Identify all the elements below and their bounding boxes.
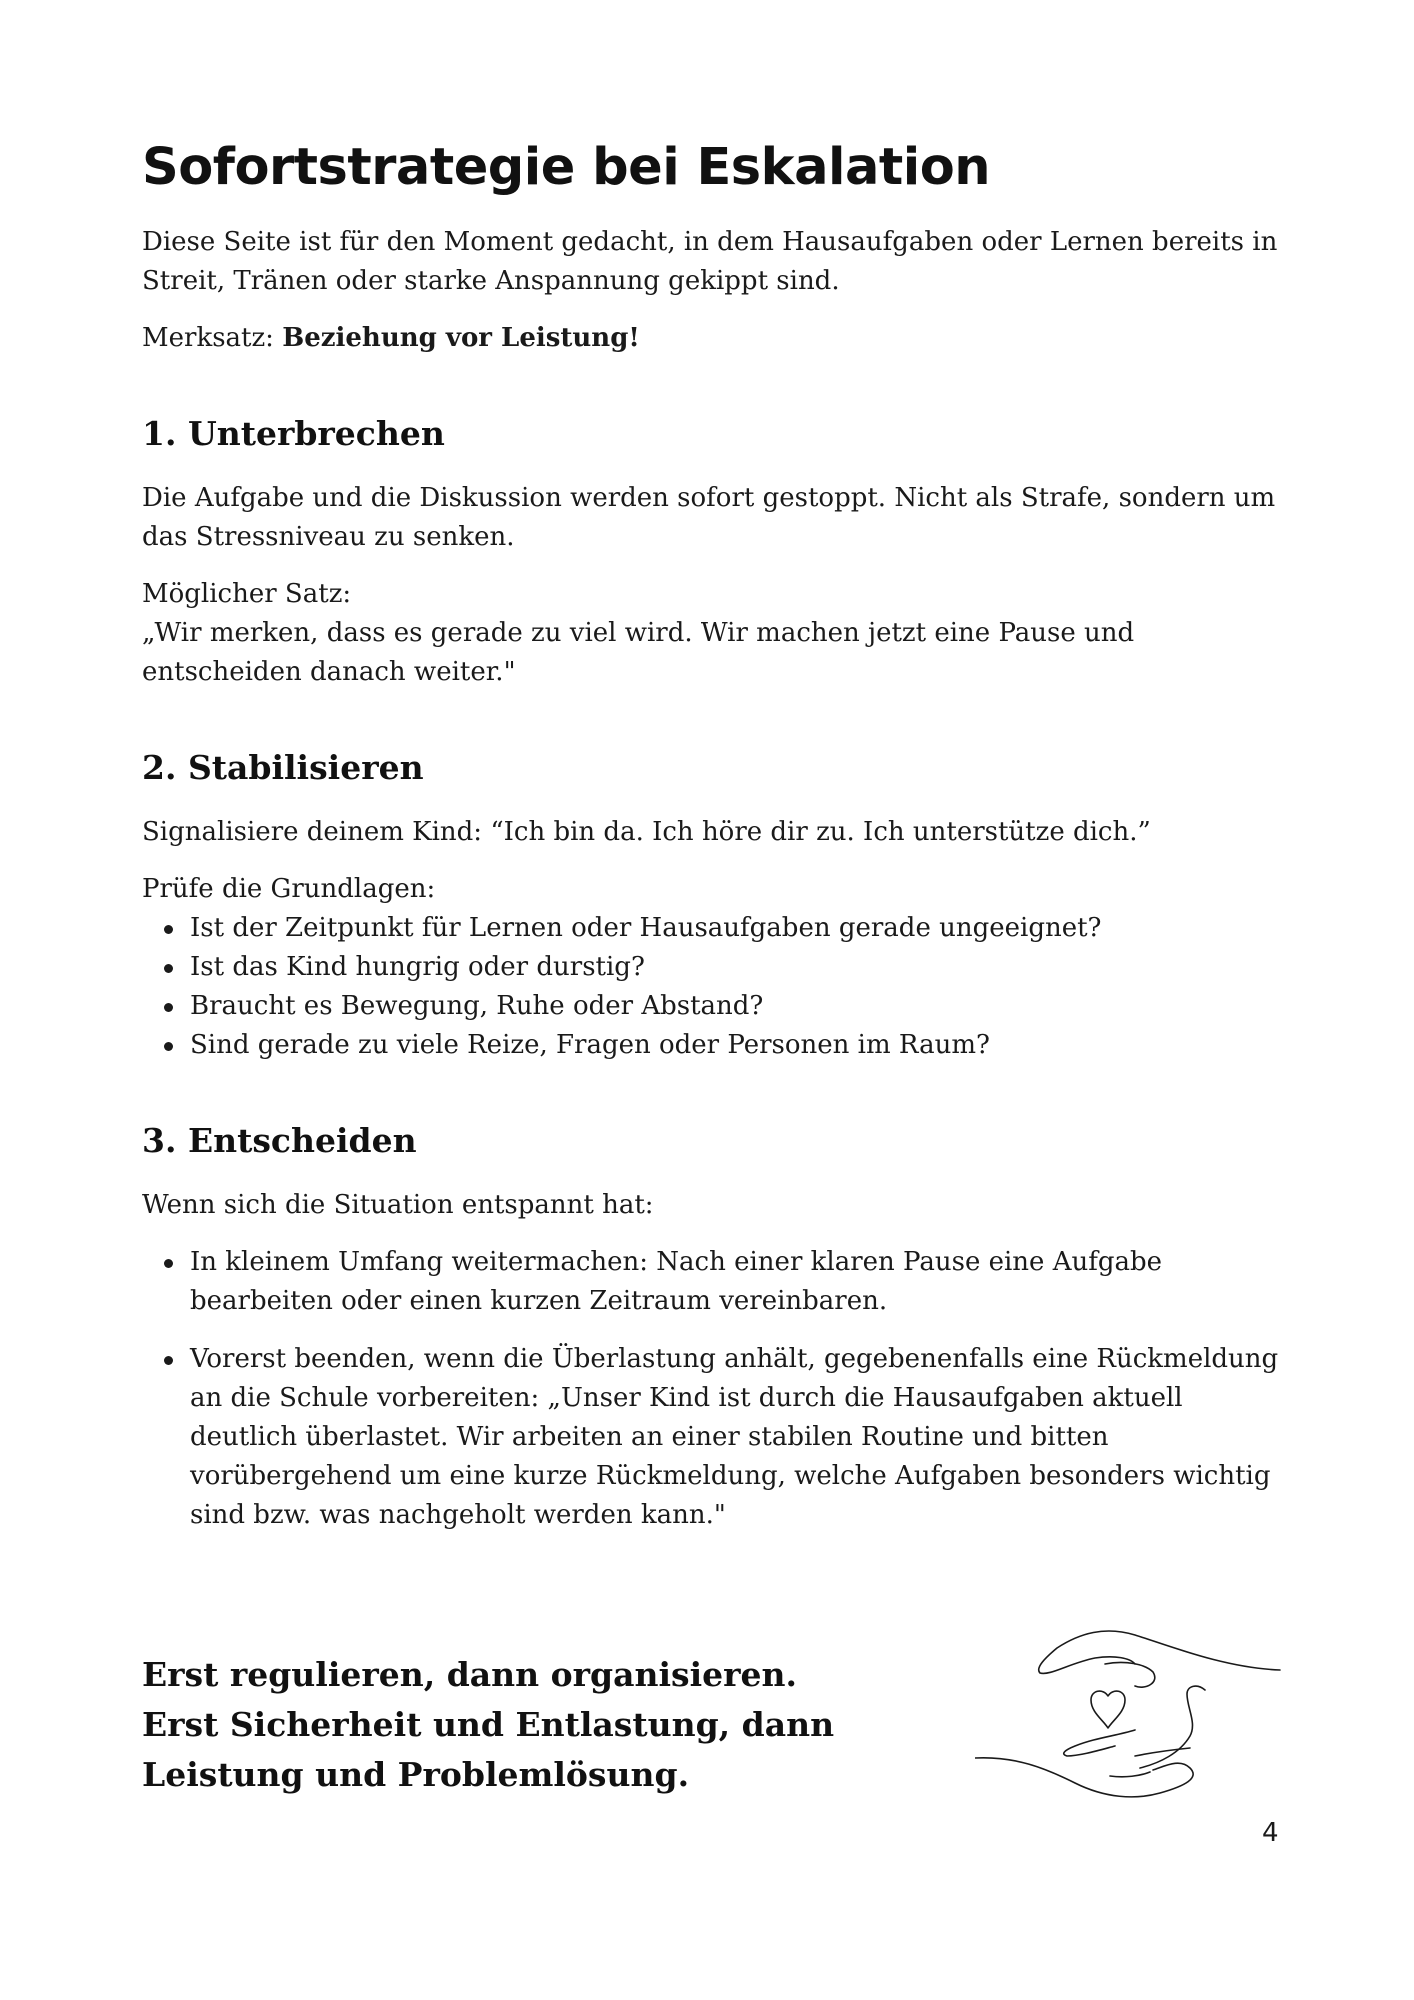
section-heading-unterbrechen: 1. Unterbrechen [142,414,445,453]
section-heading-entscheiden: 3. Entscheiden [142,1121,417,1160]
list-item: In kleinem Umfang weitermachen: Nach einer klaren Pause eine Aufgabe bearbeiten oder einen kurzen Zeitraum vereinbaren. [190,1243,1282,1321]
example-sentence: „Wir merken, dass es gerade zu viel wird. Wir machen jetzt eine Pause und entscheiden danach weiter." [142,618,1135,687]
closing-line: Erst Sicherheit und Entlastung, dann Leistung und Problemlösung. [142,1705,835,1794]
checklist-label: Prüfe die Grundlagen: [142,874,436,904]
section-text-entscheiden: Wenn sich die Situation entspannt hat: [142,1190,654,1220]
list-item: Vorerst beenden, wenn die Überlastung anhält, gegebenenfalls eine Rückmeldung an die Schule vorbereiten: „Unser Kind ist durch die Hausaufgaben aktuell deutlich überlastet. Wir arbeiten an einer stabilen Routine und bitten vorübergehend um eine kurze Rückmeldung, welche Aufgaben besonders wichtig sind bzw. was nachgeholt werden kann." [190,1340,1282,1535]
list-item: Braucht es Bewegung, Ruhe oder Abstand? [190,987,1282,1026]
motto-label: Merksatz: [142,323,283,353]
list-item: Ist der Zeitpunkt für Lernen oder Hausaufgaben gerade ungeeignet? [190,909,1282,948]
document-page [142,138,1282,1554]
motto [142,319,1282,358]
section-text-unterbrechen: Die Aufgabe und die Diskussion werden sofort gestoppt. Nicht als Strafe, sondern um das Stressniveau zu senken. [142,483,1276,552]
section-heading-stabilisieren: 2. Stabilisieren [142,748,424,787]
motto-value: Beziehung vor Leistung! [282,323,640,353]
closing-statement [142,1650,962,1800]
list-item: Sind gerade zu viele Reize, Fragen oder Personen im Raum? [190,1026,1282,1065]
checklist [142,909,1282,1065]
intro-text: Diese Seite ist für den Moment gedacht, in dem Hausaufgaben oder Lernen bereits in Streit, Tränen oder starke Anspannung gekippt sind. [142,227,1278,296]
page-title: Sofortstrategie bei Eskalation [142,138,991,197]
closing-line: Erst regulieren, dann organisieren. [142,1655,798,1694]
section-text-stabilisieren: Signalisiere deinem Kind: “Ich bin da. Ich höre dir zu. Ich unterstütze dich.” [142,817,1151,847]
list-item: Ist das Kind hungrig oder durstig? [190,948,1282,987]
hands-heart-icon [975,1628,1285,1803]
options-list [142,1243,1282,1535]
page-number: 4 [1262,1818,1279,1848]
sentence-label: Möglicher Satz: [142,579,352,609]
